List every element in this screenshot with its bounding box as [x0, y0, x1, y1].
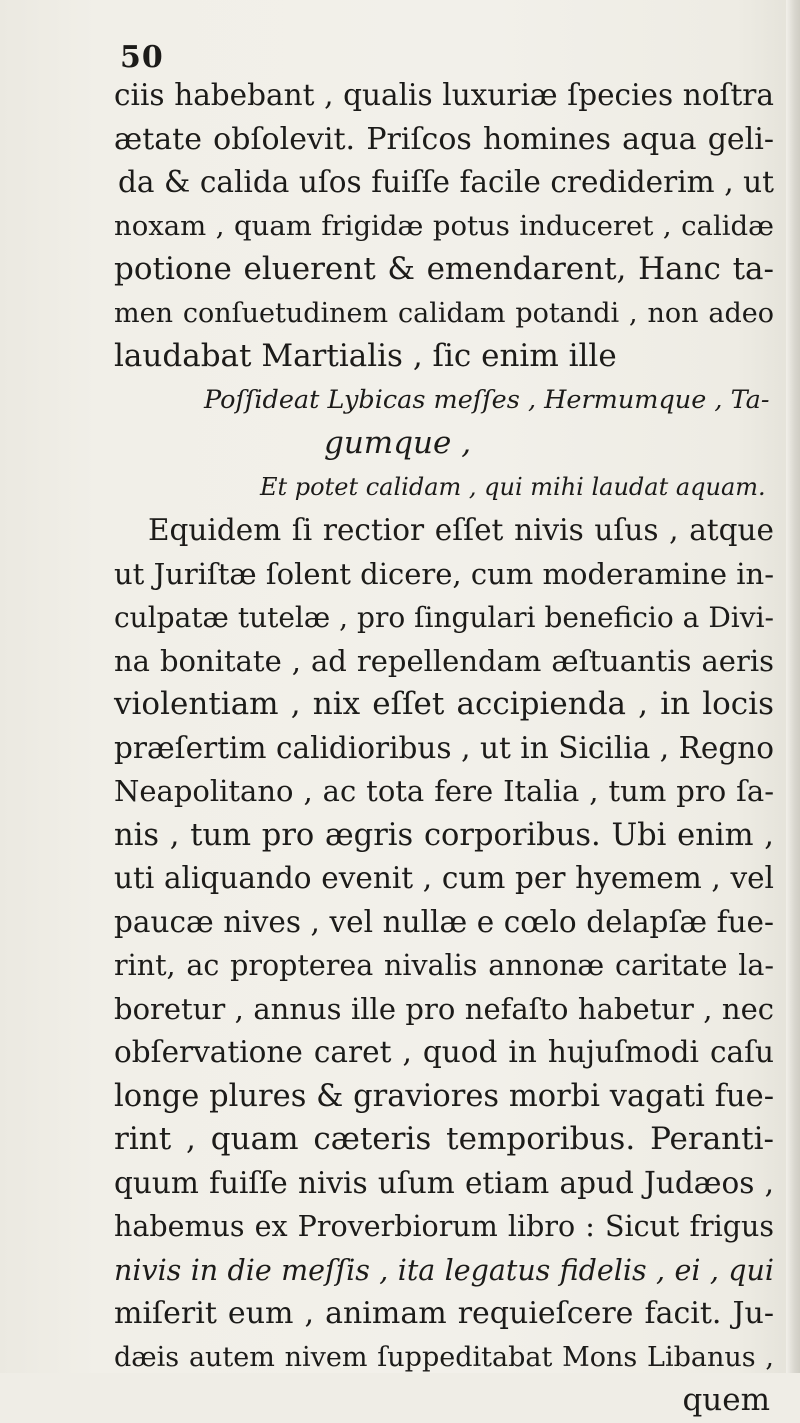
- text-line: quum fuiſſe nivis uſum etiam apud Judæos ,: [114, 1165, 774, 1200]
- text-line: nis , tum pro ægris corporibus. Ubi enim ,: [114, 817, 774, 853]
- text-line: potione eluerent & emendarent, Hanc ta-: [114, 251, 774, 287]
- text-line: longe plures & graviores morbi vagati fue-: [114, 1078, 774, 1114]
- verse-line: gumque ,: [324, 425, 472, 461]
- text-line: ut Juriſtæ ſolent dicere, cum moderamine in-: [114, 556, 774, 591]
- text-line: obſervatione caret , quod in hujuſmodi caſu: [114, 1035, 774, 1069]
- text-line: miſerit eum , animam requieſcere facit. Ju-: [114, 1296, 774, 1331]
- text-line: noxam , quam frigidæ potus induceret , calidæ: [114, 209, 774, 242]
- text-line: præſertim calidioribus , ut in Sicilia , Regno: [114, 730, 774, 765]
- text-line: da & calida uſos fuiſſe facile crediderim , ut: [118, 165, 774, 199]
- page-number: 50: [120, 40, 164, 75]
- page-text: [114, 74, 774, 1423]
- text-line: ætate obſolevit. Priſcos homines aqua geli-: [114, 121, 774, 157]
- text-line: na bonitate , ad repellendam æſtuantis aeris: [114, 643, 774, 678]
- text-line: Neapolitano , ac tota fere Italia , tum pro ſa-: [114, 774, 774, 808]
- text-line: ciis habebant , qualis luxuriæ ſpecies noſtra: [114, 78, 774, 112]
- text-line: uti aliquando evenit , cum per hyemem , vel: [114, 861, 774, 895]
- text-line: men conſuetudinem calidam potandi , non adeo: [114, 297, 774, 329]
- text-line: dæis autem nivem ſuppeditabat Mons Libanus ,: [114, 1341, 774, 1373]
- verse-line: Et potet calidam , qui mihi laudat aquam.: [260, 472, 766, 501]
- text-line: nivis in die meſſis , ita legatus fidelis , ei , qui: [114, 1253, 774, 1287]
- verse-line: Poſſideat Lybicas meſſes , Hermumque , Ta-: [204, 384, 770, 415]
- text-line: culpatæ tutelæ , pro ſingulari beneficio a Divi-: [114, 601, 774, 634]
- text-line: violentiam , nix eſſet accipienda , in locis: [114, 686, 774, 722]
- text-line: boretur , annus ille pro nefaſto habetur , nec: [114, 991, 774, 1026]
- page-edge-shadow: [786, 0, 800, 1373]
- text-line: rint, ac propterea nivalis annonæ caritate la-: [114, 949, 774, 982]
- text-line: Equidem ſi rectior eſſet nivis uſus , atque: [148, 513, 774, 547]
- text-line: habemus ex Proverbiorum libro : Sicut frigus: [114, 1210, 774, 1243]
- text-line: paucæ nives , vel nullæ e cœlo delapſæ fue-: [114, 904, 774, 939]
- text-line: rint , quam cæteris temporibus. Peranti-: [114, 1121, 774, 1157]
- text-line: laudabat Martialis , ſic enim ille: [114, 338, 617, 374]
- catchword: quem: [682, 1382, 770, 1418]
